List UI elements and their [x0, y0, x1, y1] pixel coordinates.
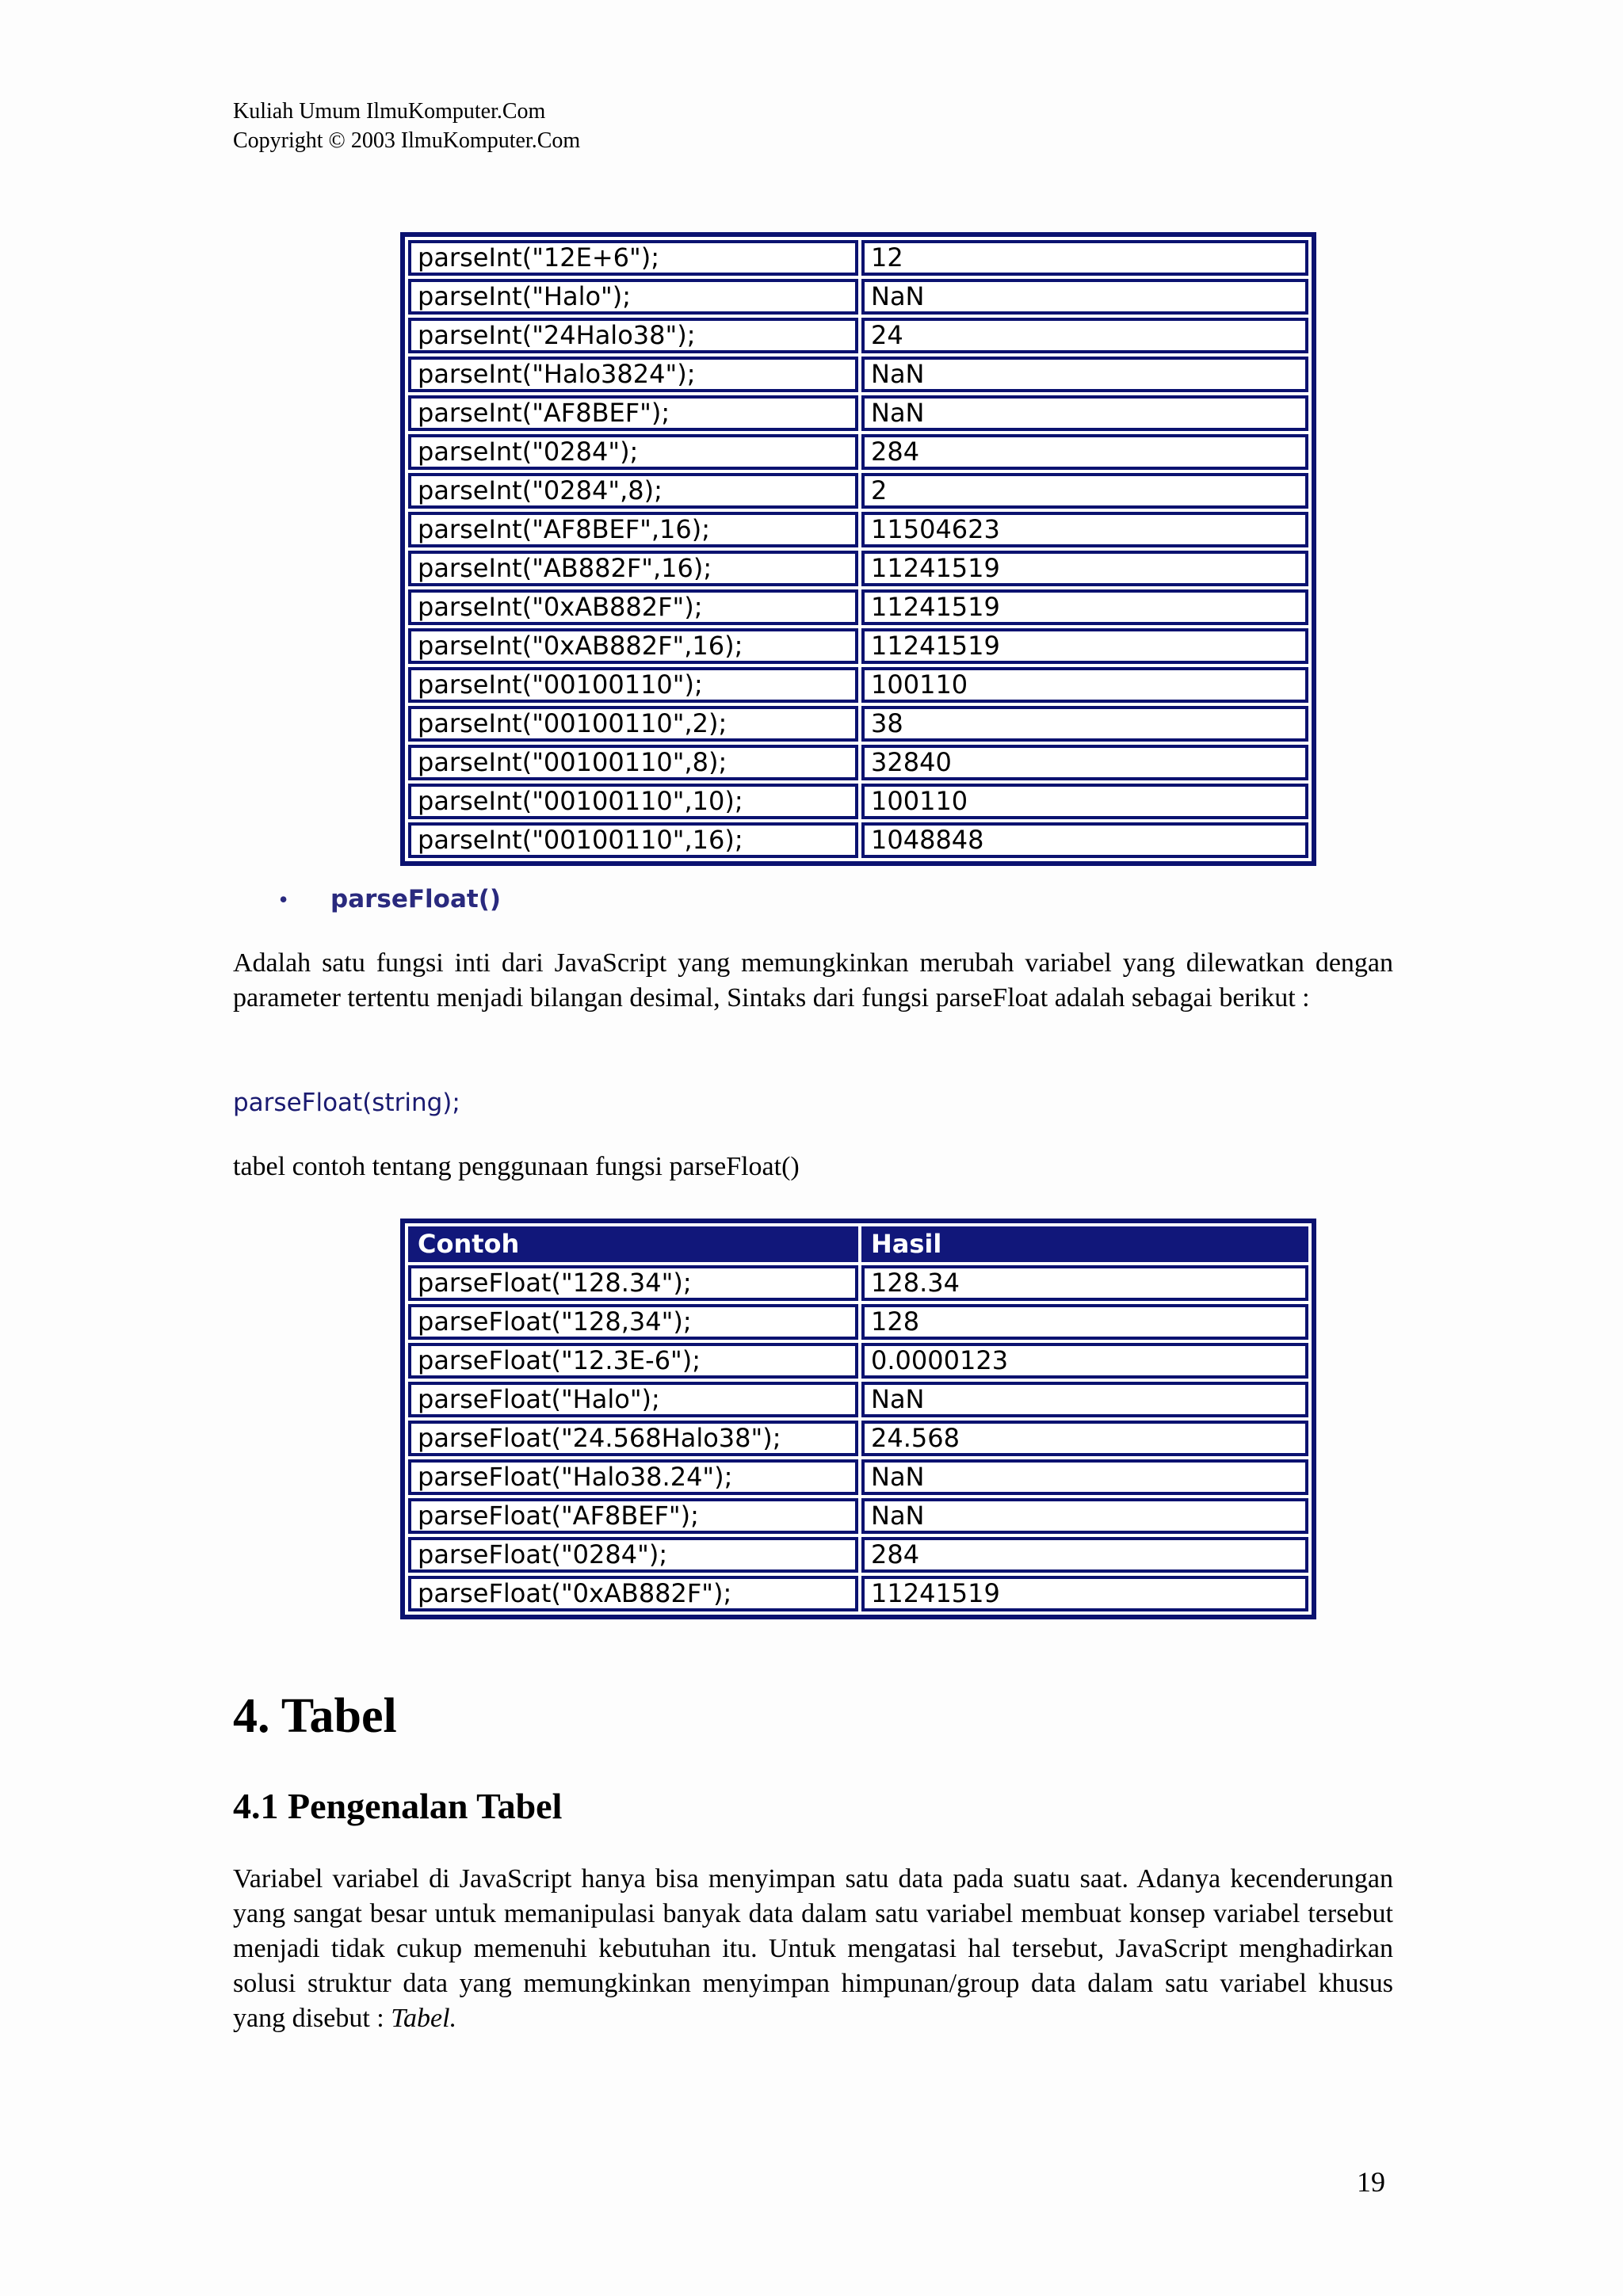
table-row [408, 1421, 1308, 1456]
table-row [408, 512, 1308, 547]
result-cell: 38 [861, 706, 1308, 742]
result-cell: 128.34 [861, 1265, 1308, 1301]
example-cell: parseInt("00100110",16); [408, 822, 858, 858]
subsection-heading: 4.1 Pengenalan Tabel [233, 1786, 563, 1826]
result-cell: 11504623 [861, 512, 1308, 547]
table-row [408, 589, 1308, 625]
example-cell: parseFloat("Halo"); [408, 1382, 858, 1417]
example-cell: parseFloat("24.568Halo38"); [408, 1421, 858, 1456]
result-cell: 11241519 [861, 628, 1308, 664]
example-cell: parseInt("0284"); [408, 434, 858, 470]
result-cell: 12 [861, 240, 1308, 276]
example-cell: parseFloat("Halo38.24"); [408, 1459, 858, 1495]
table-row [408, 706, 1308, 742]
table-row [408, 1537, 1308, 1573]
parsefloat-table-caption: tabel contoh tentang penggunaan fungsi parseFloat() [233, 1152, 800, 1181]
example-cell: parseFloat("128,34"); [408, 1304, 858, 1340]
result-cell: NaN [861, 1382, 1308, 1417]
table-row [408, 667, 1308, 703]
table-row [408, 628, 1308, 664]
example-cell: parseFloat("128.34"); [408, 1265, 858, 1301]
parsefloat-bullet-title: parseFloat() [330, 885, 502, 913]
table-row [408, 395, 1308, 431]
result-cell: NaN [861, 1459, 1308, 1495]
table-row [408, 784, 1308, 819]
result-cell: 284 [861, 434, 1308, 470]
table-row [408, 1304, 1308, 1340]
example-cell: parseInt("0xAB882F"); [408, 589, 858, 625]
example-cell: parseInt("12E+6"); [408, 240, 858, 276]
example-cell: parseInt("Halo3824"); [408, 357, 858, 392]
parsefloat-example-table [400, 1219, 1316, 1619]
result-cell: 11241519 [861, 1576, 1308, 1611]
result-cell: 2 [861, 473, 1308, 509]
column-header-hasil: Hasil [861, 1226, 1308, 1262]
result-cell: 128 [861, 1304, 1308, 1340]
example-cell: parseInt("0284",8); [408, 473, 858, 509]
result-cell: NaN [861, 279, 1308, 315]
parsefloat-syntax: parseFloat(string); [233, 1089, 460, 1117]
example-cell: parseInt("24Halo38"); [408, 318, 858, 353]
example-cell: parseFloat("AF8BEF"); [408, 1498, 858, 1534]
table-row [408, 240, 1308, 276]
result-cell: 284 [861, 1537, 1308, 1573]
table-row [408, 357, 1308, 392]
example-cell: parseInt("0xAB882F",16); [408, 628, 858, 664]
header-copyright-line: Copyright © 2003 IlmuKomputer.Com [233, 128, 581, 153]
result-cell: 24.568 [861, 1421, 1308, 1456]
table-row [408, 551, 1308, 586]
table-row [408, 1498, 1308, 1534]
example-cell: parseInt("AF8BEF"); [408, 395, 858, 431]
table-row [408, 745, 1308, 780]
table-header-row [408, 1226, 1308, 1262]
result-cell: 11241519 [861, 589, 1308, 625]
result-cell: NaN [861, 1498, 1308, 1534]
result-cell: 0.0000123 [861, 1343, 1308, 1379]
table-row [408, 473, 1308, 509]
result-cell: 32840 [861, 745, 1308, 780]
table-row [408, 1343, 1308, 1379]
section-heading: 4. Tabel [233, 1689, 397, 1743]
result-cell: 11241519 [861, 551, 1308, 586]
result-cell: NaN [861, 357, 1308, 392]
header-course-line: Kuliah Umum IlmuKomputer.Com [233, 99, 546, 124]
example-cell: parseInt("AF8BEF",16); [408, 512, 858, 547]
example-cell: parseInt("00100110",10); [408, 784, 858, 819]
example-cell: parseInt("Halo"); [408, 279, 858, 315]
example-cell: parseFloat("12.3E-6"); [408, 1343, 858, 1379]
example-cell: parseFloat("0284"); [408, 1537, 858, 1573]
table-row [408, 1576, 1308, 1611]
page-number: 19 [1357, 2166, 1385, 2198]
table-row [408, 822, 1308, 858]
example-cell: parseInt("AB882F",16); [408, 551, 858, 586]
table-row [408, 279, 1308, 315]
tabel-intro-italic: Tabel. [391, 2004, 457, 2033]
result-cell: 100110 [861, 667, 1308, 703]
result-cell: 100110 [861, 784, 1308, 819]
parseint-example-table [400, 232, 1316, 866]
table-row [408, 1265, 1308, 1301]
tabel-intro-paragraph [233, 1862, 1393, 2036]
bullet-icon: • [279, 885, 288, 913]
parsefloat-description: Adalah satu fungsi inti dari JavaScript yang memungkinkan merubah variabel yang dilewatkan dengan parameter tertentu menjadi bilangan desimal, Sintaks dari fungsi parseFloat adalah sebagai berikut : [233, 948, 1393, 1013]
table-row [408, 318, 1308, 353]
result-cell: 24 [861, 318, 1308, 353]
example-cell: parseInt("00100110"); [408, 667, 858, 703]
column-header-contoh: Contoh [408, 1226, 858, 1262]
result-cell: NaN [861, 395, 1308, 431]
table-row [408, 434, 1308, 470]
table-row [408, 1382, 1308, 1417]
example-cell: parseInt("00100110",8); [408, 745, 858, 780]
tabel-intro-text: Variabel variabel di JavaScript hanya bisa menyimpan satu data pada suatu saat. Adanya kecenderungan yang sangat besar untuk memanipulasi banyak data dalam satu variabel membuat konsep variabel tersebut menjadi tidak cukup memenuhi kebutuhan itu. Untuk mengatasi hal tersebut, JavaScript menghadirkan solusi struktur data yang memungkinkan menyimpan himpunan/group data dalam satu variabel khusus yang disebut : [233, 1864, 1393, 2033]
example-cell: parseFloat("0xAB882F"); [408, 1576, 858, 1611]
table-row [408, 1459, 1308, 1495]
result-cell: 1048848 [861, 822, 1308, 858]
page-header [233, 97, 580, 155]
example-cell: parseInt("00100110",2); [408, 706, 858, 742]
